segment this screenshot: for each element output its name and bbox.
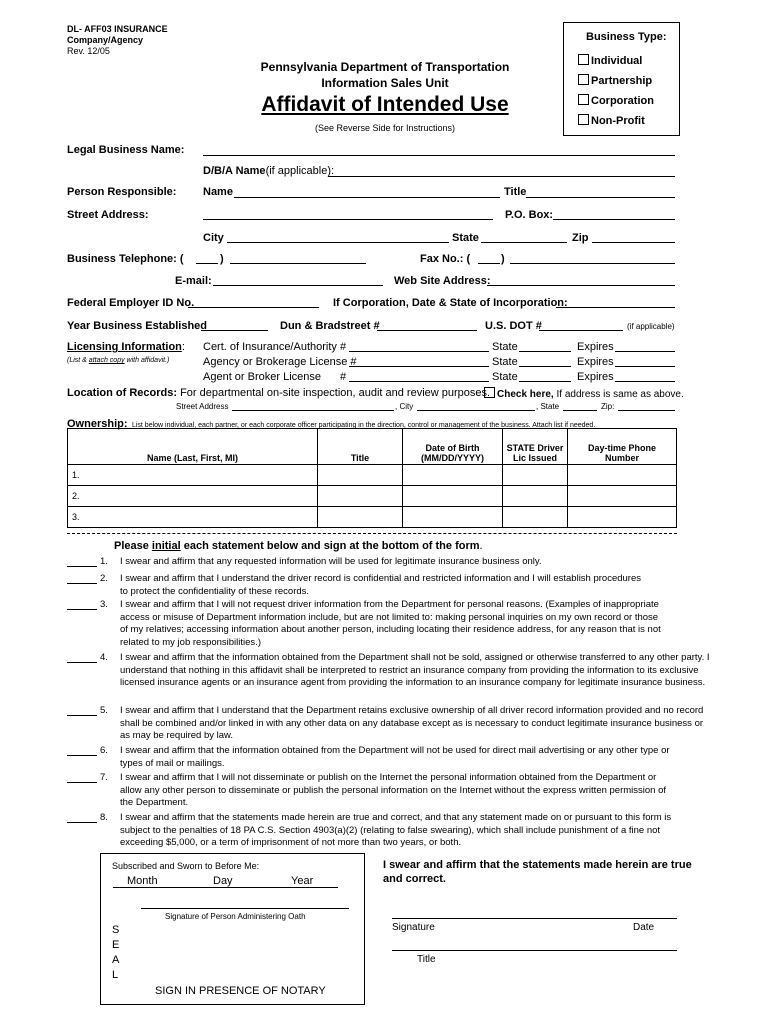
license-number-field-2[interactable]	[349, 366, 489, 367]
checkbox-icon[interactable]	[578, 54, 589, 65]
table-cell[interactable]	[503, 486, 568, 507]
checkbox-icon[interactable]	[578, 74, 589, 85]
records-street-label: Street Address	[176, 402, 229, 411]
table-row[interactable]	[68, 486, 677, 507]
state-field[interactable]	[481, 242, 567, 243]
table-row[interactable]	[68, 507, 677, 528]
fax-field[interactable]	[510, 263, 675, 264]
license-name-3: Agent or Broker License	[203, 371, 322, 383]
affirm-statement: I swear and affirm that the statements made herein are true and correct.	[383, 859, 692, 885]
legal-business-name-field[interactable]	[203, 155, 675, 156]
records-city-label: , City	[395, 402, 414, 411]
licensing-label: Licensing Information:	[67, 341, 185, 353]
street-address-label: Street Address:	[67, 209, 149, 221]
zip-label: Zip	[572, 232, 589, 244]
statements-intro: Please initial each statement below and sign at the bottom of the form.	[114, 540, 483, 552]
business-type-box	[563, 22, 680, 136]
table-cell[interactable]	[403, 486, 503, 507]
po-box-field[interactable]	[553, 219, 675, 220]
email-label: E-mail:	[175, 275, 212, 287]
records-street-field[interactable]	[232, 410, 394, 411]
table-cell[interactable]	[568, 507, 677, 528]
checkbox-icon[interactable]	[484, 387, 495, 398]
row-number: 3.	[68, 507, 318, 528]
ownership-table	[67, 428, 677, 528]
business-type-corporation[interactable]: Corporation	[578, 94, 654, 107]
initial-field-8[interactable]	[67, 822, 97, 823]
year-established-label: Year Business Established	[67, 320, 208, 332]
year-established-field[interactable]	[201, 330, 268, 331]
business-type-label: Business Type:	[586, 31, 667, 43]
notary-signature-label: Signature of Person Administering Oath	[165, 912, 306, 921]
table-cell[interactable]	[568, 486, 677, 507]
divider	[67, 533, 677, 534]
subscribed-label: Subscribed and Sworn to Before Me:	[112, 861, 260, 871]
license-state-field-1[interactable]	[519, 351, 571, 352]
incorporation-field[interactable]	[556, 307, 675, 308]
notary-box	[100, 853, 365, 1005]
title-label: Title	[504, 186, 527, 198]
records-city-field[interactable]	[417, 410, 535, 411]
telephone-paren: )	[220, 253, 224, 265]
col-phone: Day-time Phone Number	[568, 429, 677, 465]
street-address-field[interactable]	[203, 219, 493, 220]
col-title: Title	[318, 429, 403, 465]
business-telephone-label: Business Telephone: (	[67, 253, 184, 265]
website-label: Web Site Address:	[394, 275, 491, 287]
table-cell[interactable]	[403, 465, 503, 486]
license-number-field-3[interactable]	[349, 381, 489, 382]
table-cell[interactable]	[403, 507, 503, 528]
name-field[interactable]	[234, 197, 500, 198]
title-field[interactable]	[526, 197, 675, 198]
license-state-label-3: State	[492, 371, 518, 383]
email-field[interactable]	[213, 285, 383, 286]
initial-field-6[interactable]	[67, 755, 97, 756]
business-type-individual[interactable]: Individual	[578, 54, 642, 67]
sign-presence-label: SIGN IN PRESENCE OF NOTARY	[155, 985, 326, 997]
fax-paren: )	[501, 253, 505, 265]
row-number: 2.	[68, 486, 318, 507]
table-cell[interactable]	[568, 465, 677, 486]
row-number: 1.	[68, 465, 318, 486]
checkbox-icon[interactable]	[578, 114, 589, 125]
zip-field[interactable]	[592, 242, 675, 243]
name-label: Name	[203, 186, 233, 198]
notary-day: Day	[213, 875, 233, 887]
business-type-non-profit[interactable]: Non-Profit	[578, 114, 645, 127]
license-expires-label-3: Expires	[577, 371, 614, 383]
seal-letter: A	[112, 954, 120, 966]
records-zip-field[interactable]	[618, 410, 675, 411]
initial-field-2[interactable]	[67, 583, 97, 584]
initial-field-1[interactable]	[67, 566, 97, 567]
license-number-field-1[interactable]	[349, 351, 489, 352]
notary-year: Year	[291, 875, 314, 887]
records-zip-label: Zip:	[601, 402, 615, 411]
col-driver-lic-state: STATE Driver Lic Issued	[503, 429, 568, 465]
telephone-field[interactable]	[230, 263, 366, 264]
title-sign-label: Title	[417, 954, 436, 965]
records-same-checkbox[interactable]: Check here, If address is same as above.	[484, 387, 684, 400]
table-cell[interactable]	[318, 465, 403, 486]
initial-field-3[interactable]	[67, 609, 97, 610]
form-type: Company/Agency	[67, 35, 144, 45]
initial-field-7[interactable]	[67, 782, 97, 783]
ownership-label: Ownership:	[67, 418, 128, 430]
notary-signature-field[interactable]	[141, 908, 349, 909]
dba-label: D/B/A Name(if applicable):	[203, 165, 335, 177]
signature-label: Signature	[392, 922, 435, 933]
title-sign-field[interactable]	[392, 950, 677, 951]
license-state-label-2: State	[492, 356, 518, 368]
license-expires-field-1[interactable]	[615, 351, 675, 352]
seal-letter: L	[112, 969, 119, 981]
date-label: Date	[633, 922, 655, 933]
initial-field-5[interactable]	[67, 715, 97, 716]
license-expires-field-2[interactable]	[615, 366, 675, 367]
col-name: Name (Last, First, MI)	[68, 429, 318, 465]
seal-letter: S	[112, 924, 120, 936]
records-row	[67, 387, 490, 399]
dun-bradstreet-label: Dun & Bradstreet #	[280, 320, 380, 332]
fax-area-code-field[interactable]	[478, 263, 500, 264]
form-revision: Rev. 12/05	[67, 46, 110, 56]
fein-field[interactable]	[188, 307, 319, 308]
table-row[interactable]	[68, 465, 677, 486]
signature-field[interactable]	[392, 918, 677, 919]
fax-label: Fax No.: (	[420, 253, 471, 265]
legal-business-name-label: Legal Business Name:	[67, 144, 185, 156]
license-expires-label-2: Expires	[577, 356, 614, 368]
person-responsible-label: Person Responsible:	[67, 186, 177, 198]
records-state-label: , State	[536, 402, 560, 411]
table-cell[interactable]	[318, 486, 403, 507]
usdot-note: (if applicable)	[627, 322, 675, 331]
fein-label: Federal Employer ID No.	[67, 297, 195, 309]
dba-field[interactable]	[328, 176, 675, 177]
website-field[interactable]	[487, 285, 675, 286]
seal-letter: E	[112, 939, 120, 951]
records-state-field[interactable]	[563, 410, 597, 411]
page-title: Affidavit of Intended Use	[261, 93, 509, 116]
ownership-note: List below individual, each partner, or each corporate officer participating in the direction, control or management of the business. Attach list if needed.	[131, 422, 596, 429]
license-state-field-3[interactable]	[519, 381, 571, 382]
business-type-partnership[interactable]: Partnership	[578, 74, 652, 87]
usdot-label: U.S. DOT #	[485, 320, 542, 332]
notary-date-field[interactable]	[113, 887, 338, 888]
department-name: Pennsylvania Department of Transportation	[260, 60, 510, 74]
license-hash-3: #	[340, 371, 347, 383]
initial-field-4[interactable]	[67, 662, 97, 663]
records-label: Location of Records:	[67, 387, 178, 399]
licensing-note: (List & attach copy with affidavit.)	[67, 357, 170, 364]
license-expires-field-3[interactable]	[615, 381, 675, 382]
table-cell[interactable]	[503, 465, 568, 486]
state-label: State	[452, 232, 479, 244]
checkbox-icon[interactable]	[578, 94, 589, 105]
ownership-table-header	[68, 429, 677, 465]
telephone-area-code-field[interactable]	[196, 263, 218, 264]
form-id: DL- AFF03 INSURANCE	[67, 24, 168, 34]
license-state-field-2[interactable]	[519, 366, 571, 367]
table-cell[interactable]	[318, 507, 403, 528]
records-text: For departmental on-site inspection, audit and review purposes.	[180, 387, 491, 399]
license-name-1: Cert. of Insurance/Authority	[203, 341, 337, 353]
usdot-field[interactable]	[539, 330, 623, 331]
instructions-note: (See Reverse Side for Instructions)	[314, 123, 456, 133]
po-box-label: P.O. Box:	[505, 209, 554, 221]
license-state-label-1: State	[492, 341, 518, 353]
license-hash-1: #	[340, 341, 347, 353]
license-name-2: Agency or Brokerage License #	[203, 356, 357, 368]
dun-bradstreet-field[interactable]	[377, 330, 477, 331]
table-cell[interactable]	[503, 507, 568, 528]
col-dob: Date of Birth (MM/DD/YYYY)	[403, 429, 503, 465]
city-label: City	[203, 232, 224, 244]
notary-month: Month	[127, 875, 158, 887]
license-expires-label-1: Expires	[577, 341, 614, 353]
unit-name: Information Sales Unit	[321, 76, 449, 90]
city-field[interactable]	[227, 242, 449, 243]
incorporation-label: If Corporation, Date & State of Incorporation:	[333, 297, 568, 309]
